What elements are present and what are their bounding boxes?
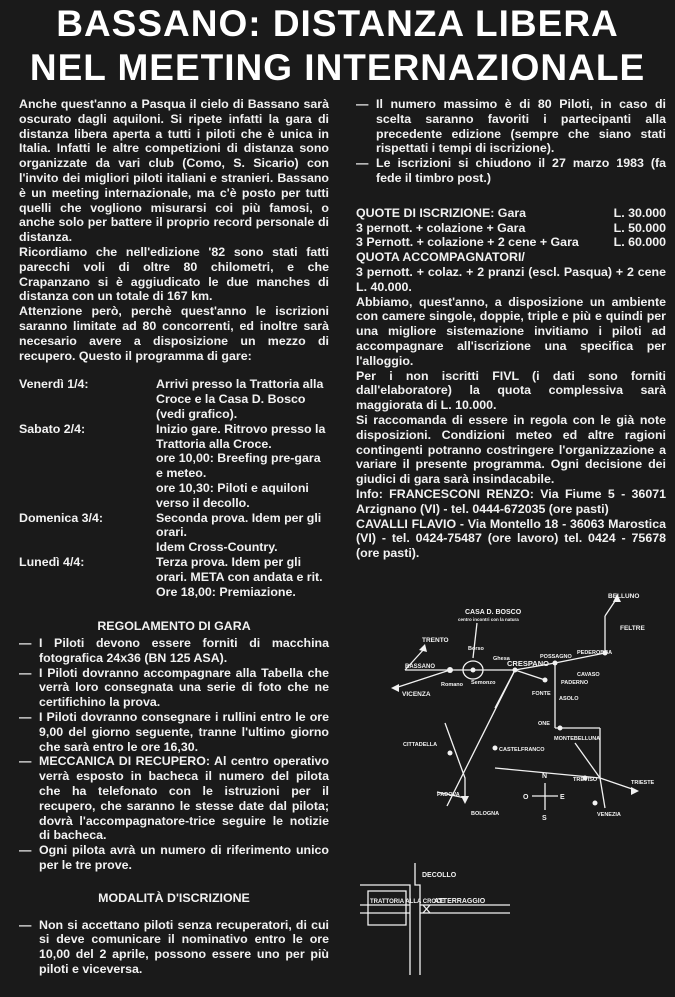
fee-row: 3 pernott. + colazione + Gara L. 50.000 — [356, 220, 666, 235]
compass-label: E — [560, 794, 565, 801]
list-item: — Il numero massimo è di 80 Piloti, in caso di scelta saranno favoriti i partecipanti alla precedente edizione (sempre che siano stati rispettati i tempi di iscrizione). — [356, 97, 666, 156]
intro-paragraph-1: Anche quest'anno a Pasqua il cielo di Bassano sarà oscurato dagli aquiloni. Si ripete infatti la gara di distanza libera aperta a tutti i piloti che è unica in Italia. Infatti le altre competizioni di distanza sono organizzate da vari club (Como, S. Sicario) con l'invito dei migliori piloti italiani e stranieri. Bassano è un meeting internazionale, ma c'è posto per tutti quelli che vogliono misurarsi coi più famosi, o anche solo per battere il proprio record personale di distanza. — [19, 97, 329, 245]
fee-row: 3 Pernott. + colazione + 2 cene + Gara L. 60.000 — [356, 235, 666, 250]
map-label: ASOLO — [559, 696, 579, 702]
intro-paragraph-3: Attenzione però, perchè quest'anno le iscrizioni saranno limitate ad 80 concorrenti, ed inoltre sarà necesario avere a disposizione un mezzo di recupero. Questo il programma di gare: — [19, 304, 329, 363]
schedule-row — [19, 511, 329, 555]
list-item: — Le iscrizioni si chiudono il 27 marzo 1983 (fa fede il timbro post.) — [356, 156, 666, 185]
accomp-text: 3 pernott. + colaz. + 2 pranzi (escl. Pasqua) + 2 cene L. 40.000. — [356, 264, 666, 294]
modalita-heading: MODALITÀ D'ISCRIZIONE — [98, 890, 250, 905]
schedule-line: Arrivi presso la Trattoria alla Croce e la Casa D. Bosco (vedi grafico). — [156, 377, 324, 421]
contact-line: Info: FRANCESCONI RENZO: Via Fiume 5 - 36071 Arzignano (VI) - tel. 0444-672035 (ore pasti) — [356, 486, 666, 516]
info-paragraph: Si raccomanda di essere in regola con le già note disposizioni. Condizioni meteo ed altre ragioni contingenti potranno costringere l'organizzazione a variare il presente programma. Ogni decisione dei giudici di gara sarà insindacabile. — [356, 412, 666, 487]
schedule-day: Venerdì 1/4: — [19, 377, 89, 392]
map-label: CASTELFRANCO — [499, 747, 545, 753]
schedule-day: Domenica 3/4: — [19, 510, 104, 525]
route-map — [355, 588, 667, 838]
list-item: — I Piloti dovranno accompagnare alla Tabella che verrà loro consegnata una serie di foto che ne certifichino la prova. — [19, 665, 329, 710]
list-item: — I Piloti dovranno consegnare i rullini entro le ore 9,00 del giorno seguente, tranne l'ultimo giorno che sarà entro le ore 16,30. — [19, 710, 329, 754]
headline-line-1: BASSANO: DISTANZA LIBERA — [56, 3, 619, 44]
map-label: POSSAGNO — [540, 654, 572, 660]
sketch-label: DECOLLO — [422, 872, 457, 879]
schedule-line: Idem Cross-Country. — [156, 540, 278, 555]
schedule-line: Inizio gare. Ritrovo presso la Trattoria alla Croce. — [156, 421, 326, 451]
schedule-row — [19, 422, 329, 511]
map-label: Romano — [441, 682, 463, 688]
list-item: — I Piloti devono essere forniti di macchina fotografica 24x36 (BN 125 ASA). — [19, 636, 329, 665]
schedule-line: Terza prova. Idem per gli orari. META con andata e rit. — [156, 554, 323, 584]
compass-label: S — [542, 815, 547, 822]
sketch-label: TRATTORIA ALLA CROCE — [370, 899, 445, 905]
schedule-line: Seconda prova. Idem per gli orari. — [156, 510, 322, 540]
map-label: CASA D. BOSCO — [465, 609, 522, 616]
info-paragraph: Per i non iscritti FIVL (i dati sono forniti dall'elaboratore) la quota complessiva sarà maggiorata di L. 10.000. — [356, 368, 666, 413]
map-label: ONE — [538, 721, 550, 727]
contact-line: CAVALLI FLAVIO - Via Montello 18 - 36063 Marostica (VI) - tel. 0424-75487 (ore lavoro) tel. 0424 - 75678 (ore pasti). — [356, 516, 666, 561]
intro-paragraph-2: Ricordiamo che nell'edizione '82 sono stati fatti parecchi voli di oltre 80 chilometri, e che Crapanzano si è aggiudicato le due manches di distanza con un totale di 167 km. — [19, 244, 329, 304]
schedule-line: ore 10,00: Breefing pre-gara e meteo. — [156, 451, 321, 481]
right-column — [356, 97, 666, 561]
accomp-heading: QUOTA ACCOMPAGNATORI/ — [356, 250, 525, 265]
map-label: MONTEBELLUNA — [554, 736, 601, 742]
map-label: BOLOGNA — [471, 811, 500, 817]
schedule-line: ore 10,30: Piloti e aquiloni verso il decollo. — [156, 480, 309, 510]
fee-row: QUOTE DI ISCRIZIONE: Gara L. 30.000 — [356, 205, 666, 220]
map-label: CRESPANO — [507, 659, 549, 668]
map-label: CAVASO — [577, 672, 600, 678]
list-item: — Non si accettano piloti senza recuperatori, di cui si deve comunicare il nominativo entro le ore 10,00 del 2 aprile, possono essere uno per più piloti e viceversa. — [19, 917, 329, 977]
schedule-day: Lunedì 4/4: — [19, 554, 85, 569]
schedule-row — [19, 555, 329, 599]
sketch-label: ATTERRAGGIO — [434, 898, 486, 905]
schedule-row — [19, 377, 329, 421]
map-label: BASSANO — [405, 664, 436, 670]
map-label: PADERNO — [561, 680, 589, 686]
map-label: PEDEROBBA — [577, 650, 613, 656]
map-label: Borso — [468, 646, 484, 652]
site-sketch — [360, 855, 520, 985]
map-label: TREVISO — [573, 777, 598, 783]
map-label: Ghesa — [493, 656, 510, 662]
map-label: FONTE — [532, 691, 551, 697]
list-item: — Ogni pilota avrà un numero di riferimento unico per le tre prove. — [19, 843, 329, 873]
map-label: Semonzo — [471, 680, 496, 686]
schedule-line: Ore 18,00: Premiazione. — [156, 584, 296, 599]
map-label: TRIESTE — [631, 780, 655, 786]
map-label: BELLUNO — [608, 593, 640, 600]
headline-line-2: NEL MEETING INTERNAZIONALE — [29, 47, 646, 88]
map-label: PADOVA — [437, 792, 460, 798]
map-label: centro incontri con la natura — [458, 617, 519, 622]
map-label: FELTRE — [620, 625, 645, 632]
list-item: — MECCANICA DI RECUPERO: Al centro operativo verrà esposto in bacheca il numero del pilota che ha telefonato con le istruzioni per il recupero, che saranno le stesse date dal pilota; dovrà l'accompagnatore-trice seguire le notizie di bacheca. — [19, 754, 329, 843]
info-paragraph: Abbiamo, quest'anno, a disposizione un ambiente con camere singole, doppie, triple e più e quindi per una migliore sistemazione invitiamo i piloti ad accompagnare all'iscrizione una specifica per l'alloggio. — [356, 294, 666, 368]
map-label: CITTADELLA — [403, 742, 438, 748]
map-label: VENEZIA — [597, 812, 621, 818]
compass-label: O — [523, 794, 529, 801]
compass-label: N — [542, 773, 548, 780]
map-label: VICENZA — [402, 691, 431, 698]
regolamento-heading: REGOLAMENTO DI GARA — [97, 619, 251, 634]
map-label: TRENTO — [422, 637, 449, 644]
left-column — [19, 97, 329, 977]
schedule-day: Sabato 2/4: — [19, 421, 86, 436]
